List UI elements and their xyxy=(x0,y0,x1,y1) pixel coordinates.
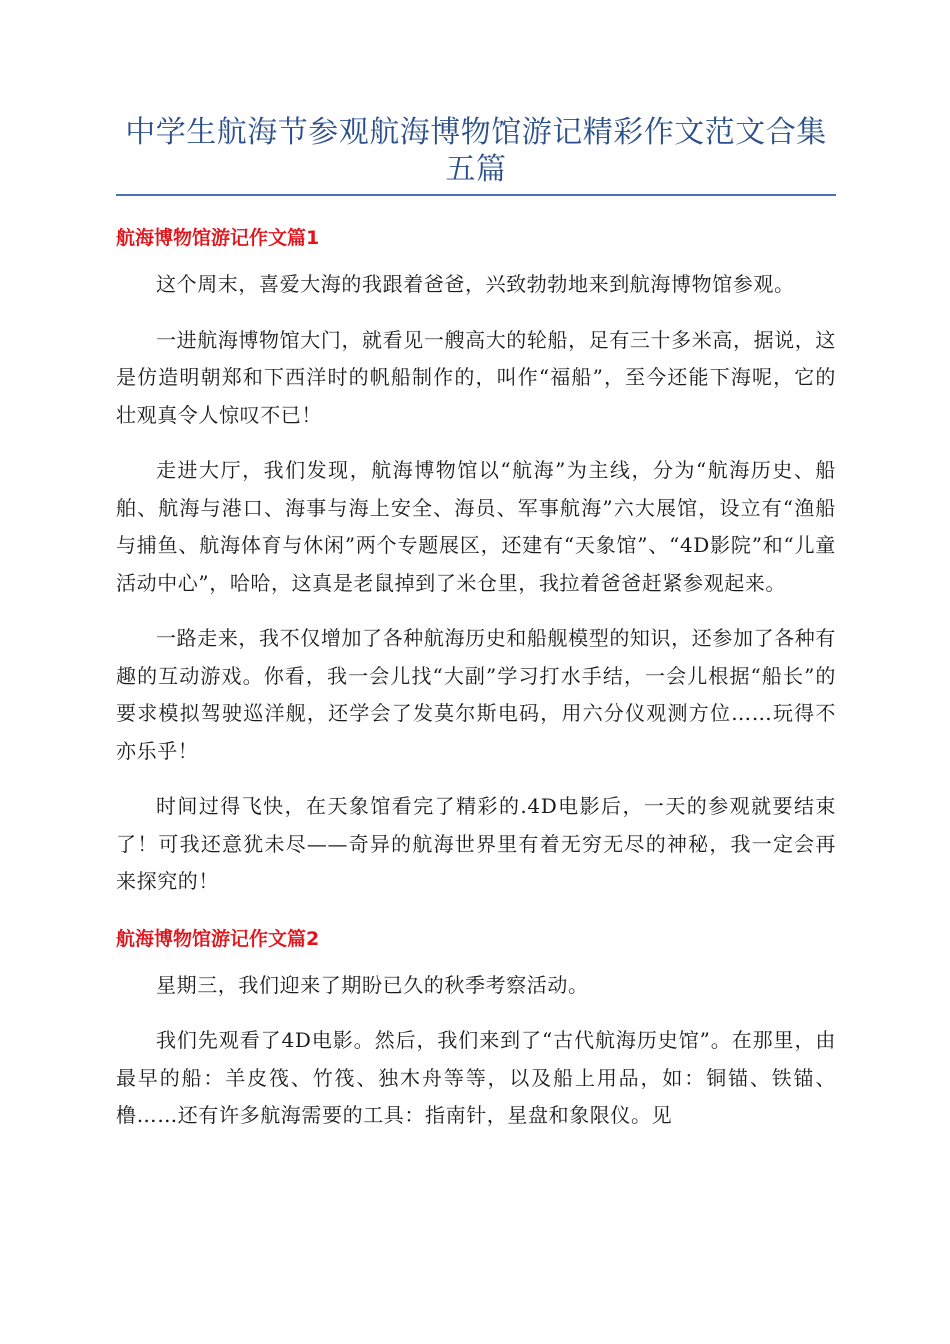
section-1-paragraph-2: 一进航海博物馆大门，就看见一艘高大的轮船，足有三十多米高，据说，这是仿造明朝郑和下西洋时的帆船制作的，叫作“福船”，至今还能下海呢，它的壮观真令人惊叹不已！ xyxy=(116,327,836,427)
document-page xyxy=(116,0,836,1135)
section-2-paragraph-2: 我们先观看了4D电影。然后，我们来到了“古代航海历史馆”。在那里，由最早的船：羊皮筏、竹筏、独木舟等等，以及船上用品，如：铜锚、铁锚、橹……还有许多航海需要的工具：指南针，星盘和象限仪。见 xyxy=(116,1028,836,1127)
document-title: 中学生航海节参观航海博物馆游记精彩作文范文合集五篇 xyxy=(125,115,827,187)
title-underline xyxy=(116,194,836,196)
section-1-paragraph-4: 一路走来，我不仅增加了各种航海历史和船舰模型的知识，还参加了各种有趣的互动游戏。你看，我一会儿找“大副”学习打水手结，一会儿根据“船长”的要求模拟驾驶巡洋舰，还学会了发莫尔斯电码，用六分仪观测方位……玩得不亦乐乎！ xyxy=(116,626,836,763)
section-2-paragraph-1: 星期三，我们迎来了期盼已久的秋季考察活动。 xyxy=(156,972,589,997)
section-heading-2: 航海博物馆游记作文篇2 xyxy=(116,927,320,950)
section-1-paragraph-3: 走进大厅，我们发现，航海博物馆以“航海”为主线，分为“航海历史、船舶、航海与港口、海事与海上安全、海员、军事航海”六大展馆，设立有“渔船与捕鱼、航海体育与休闲”两个专题展区，还建有“天象馆”、“4D影院”和“儿童活动中心”，哈哈，这真是老鼠掉到了米仓里，我拉着爸爸赶紧参观起来。 xyxy=(116,458,836,595)
section-1-paragraph-1: 这个周末，喜爱大海的我跟着爸爸，兴致勃勃地来到航海博物馆参观。 xyxy=(156,272,795,296)
section-heading-1: 航海博物馆游记作文篇1 xyxy=(116,227,320,249)
section-1-paragraph-5: 时间过得飞快，在天象馆看完了精彩的.4D电影后，一天的参观就要结束了！可我还意犹未尽——奇异的航海世界里有着无穷无尽的神秘，我一定会再来探究的！ xyxy=(116,794,836,893)
